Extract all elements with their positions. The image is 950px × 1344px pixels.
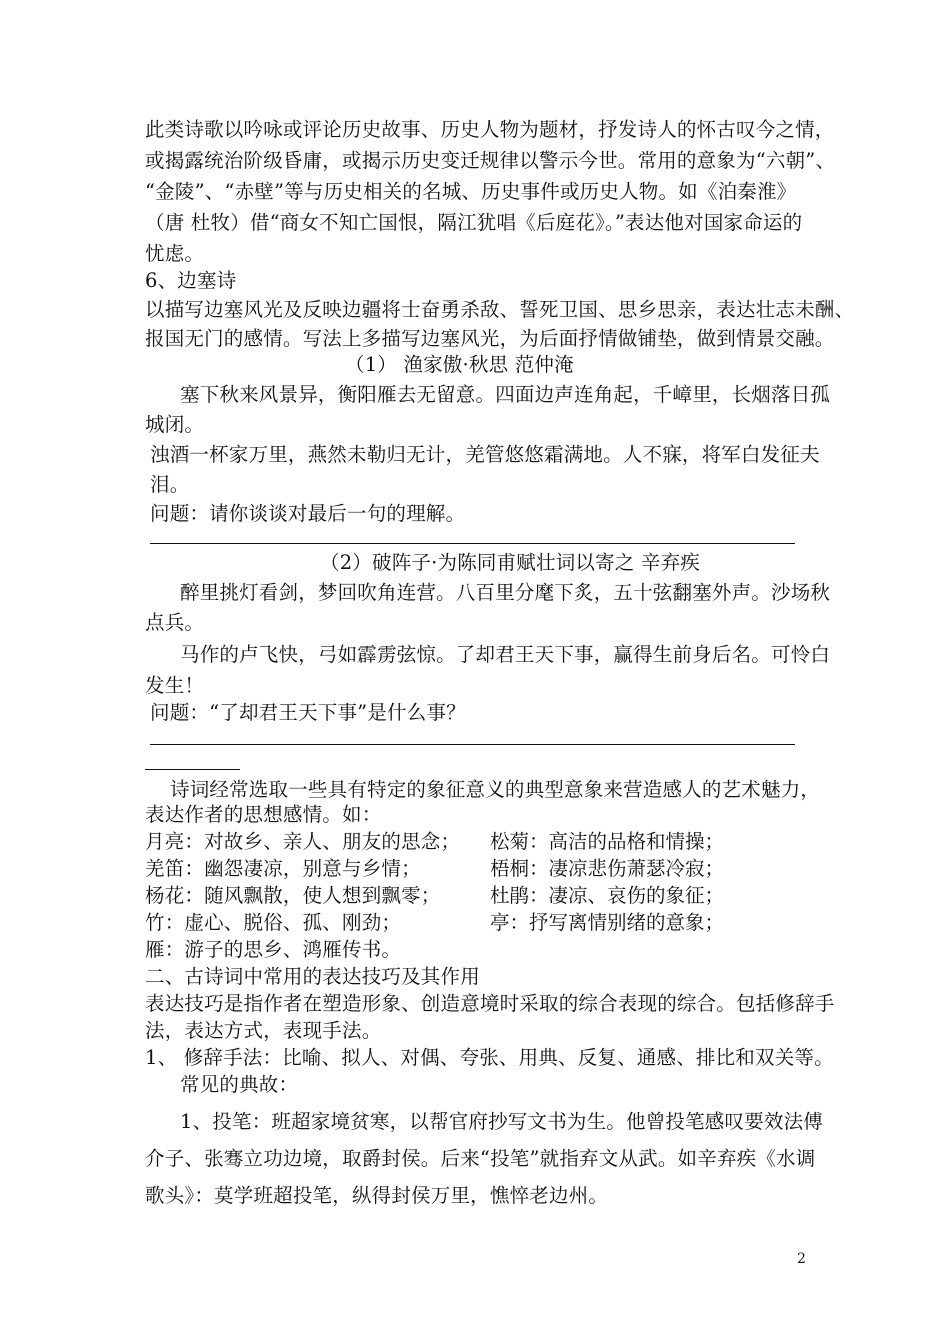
poem1-line: 塞下秋来风景异，衡阳雁去无留意。四面边声连角起，千嶂里，长烟落日孤 xyxy=(180,383,831,406)
allusion-text: 歌头》：莫学班超投笔，纵得封侯万里，憔悴老边州。 xyxy=(145,1184,609,1207)
part2-heading: 二、古诗词中常用的表达技巧及其作用 xyxy=(145,965,480,988)
imagery-item: 杜鹃：凄凉、哀伤的象征； xyxy=(490,884,725,907)
part2-desc: 法，表达方式，表现手法。 xyxy=(145,1019,382,1042)
intro-line: “金陵”、“赤壁”等与历史相关的名城、历史事件或历史人物。如《泊秦淮》 xyxy=(145,180,797,203)
imagery-item: 松菊：高洁的品格和情操； xyxy=(490,830,725,853)
poem2-title: （2）破阵子·为陈同甫赋壮词以寄之 辛弃疾 xyxy=(320,551,701,574)
poem2-line: 点兵。 xyxy=(145,611,205,634)
poem2-line: 发生！ xyxy=(145,674,205,697)
answer-line-end xyxy=(145,769,240,770)
imagery-intro: 诗词经常选取一些具有特定的象征意义的典型意象来营造感人的艺术魅力， xyxy=(170,778,821,801)
poem2-line: 马作的卢飞快，弓如霹雳弦惊。了却君王天下事，赢得生前身后名。可怜白 xyxy=(180,643,831,666)
intro-line: 此类诗歌以吟咏或评论历史故事、历史人物为题材，抒发诗人的怀古叹今之情， xyxy=(145,118,835,141)
imagery-item: 梧桐：凄凉悲伤萧瑟冷寂； xyxy=(490,857,725,880)
poem2-line: 醉里挑灯看剑，梦回吹角连营。八百里分麾下炙，五十弦翻塞外声。沙场秋 xyxy=(180,581,831,604)
rhetoric-item: 1、 修辞手法：比喻、拟人、对偶、夸张、用典、反复、通感、排比和双关等。 xyxy=(145,1046,834,1069)
imagery-intro: 表达作者的思想感情。如： xyxy=(145,803,382,826)
poem1-question: 问题：请你谈谈对最后一句的理解。 xyxy=(150,502,466,525)
section6-desc: 报国无门的感情。写法上多描写边塞风光，为后面抒情做铺垫，做到情景交融。 xyxy=(145,327,835,350)
poem2-question: 问题：“了却君王天下事”是什么事？ xyxy=(150,701,466,724)
page-number: 2 xyxy=(797,1251,806,1267)
poem1-line: 浊酒一杯家万里，燕然未勒归无计，羌管悠悠霜满地。人不寐，将军白发征夫 xyxy=(150,443,820,466)
imagery-item: 竹：虚心、脱俗、孤、刚劲； xyxy=(145,911,402,934)
section6-heading: 6、边塞诗 xyxy=(145,269,237,292)
answer-line xyxy=(150,744,795,745)
poem1-line: 城闭。 xyxy=(145,413,205,436)
imagery-item: 雁：游子的思乡、鸿雁传书。 xyxy=(145,938,402,961)
poem1-title: （1） 渔家傲·秋思 范仲淹 xyxy=(345,353,574,376)
answer-line xyxy=(150,543,795,544)
allusion-text: 介子、张骞立功边境，取爵封侯。后来“投笔”就指弃文从武。如辛弃疾《水调 xyxy=(145,1147,816,1170)
imagery-item: 月亮：对故乡、亲人、朋友的思念； xyxy=(145,830,461,853)
allusion-text: 1、投笔：班超家境贫寒，以帮官府抄写文书为生。他曾投笔感叹要效法傅 xyxy=(180,1110,824,1133)
intro-line: 或揭露统治阶级昏庸，或揭示历史变迁规律以警示今世。常用的意象为“六朝”、 xyxy=(145,149,836,172)
allusion-heading: 常见的典故： xyxy=(180,1073,299,1096)
imagery-item: 亭：抒写离情别绪的意象； xyxy=(490,911,725,934)
intro-line: 忧虑。 xyxy=(145,242,205,265)
section6-desc: 以描写边塞风光及反映边疆将士奋勇杀敌、誓死卫国、思乡思亲，表达壮志未酬、 xyxy=(145,298,855,321)
imagery-item: 杨花：随风飘散，使人想到飘零； xyxy=(145,884,441,907)
part2-desc: 表达技巧是指作者在塑造形象、创造意境时采取的综合表现的综合。包括修辞手 xyxy=(145,992,835,1015)
imagery-item: 羌笛：幽怨凄凉，别意与乡情； xyxy=(145,857,421,880)
intro-line: （唐 杜牧）借“商女不知亡国恨，隔江犹唱《后庭花》。”表达他对国家命运的 xyxy=(145,211,803,234)
poem1-line: 泪。 xyxy=(150,473,190,496)
